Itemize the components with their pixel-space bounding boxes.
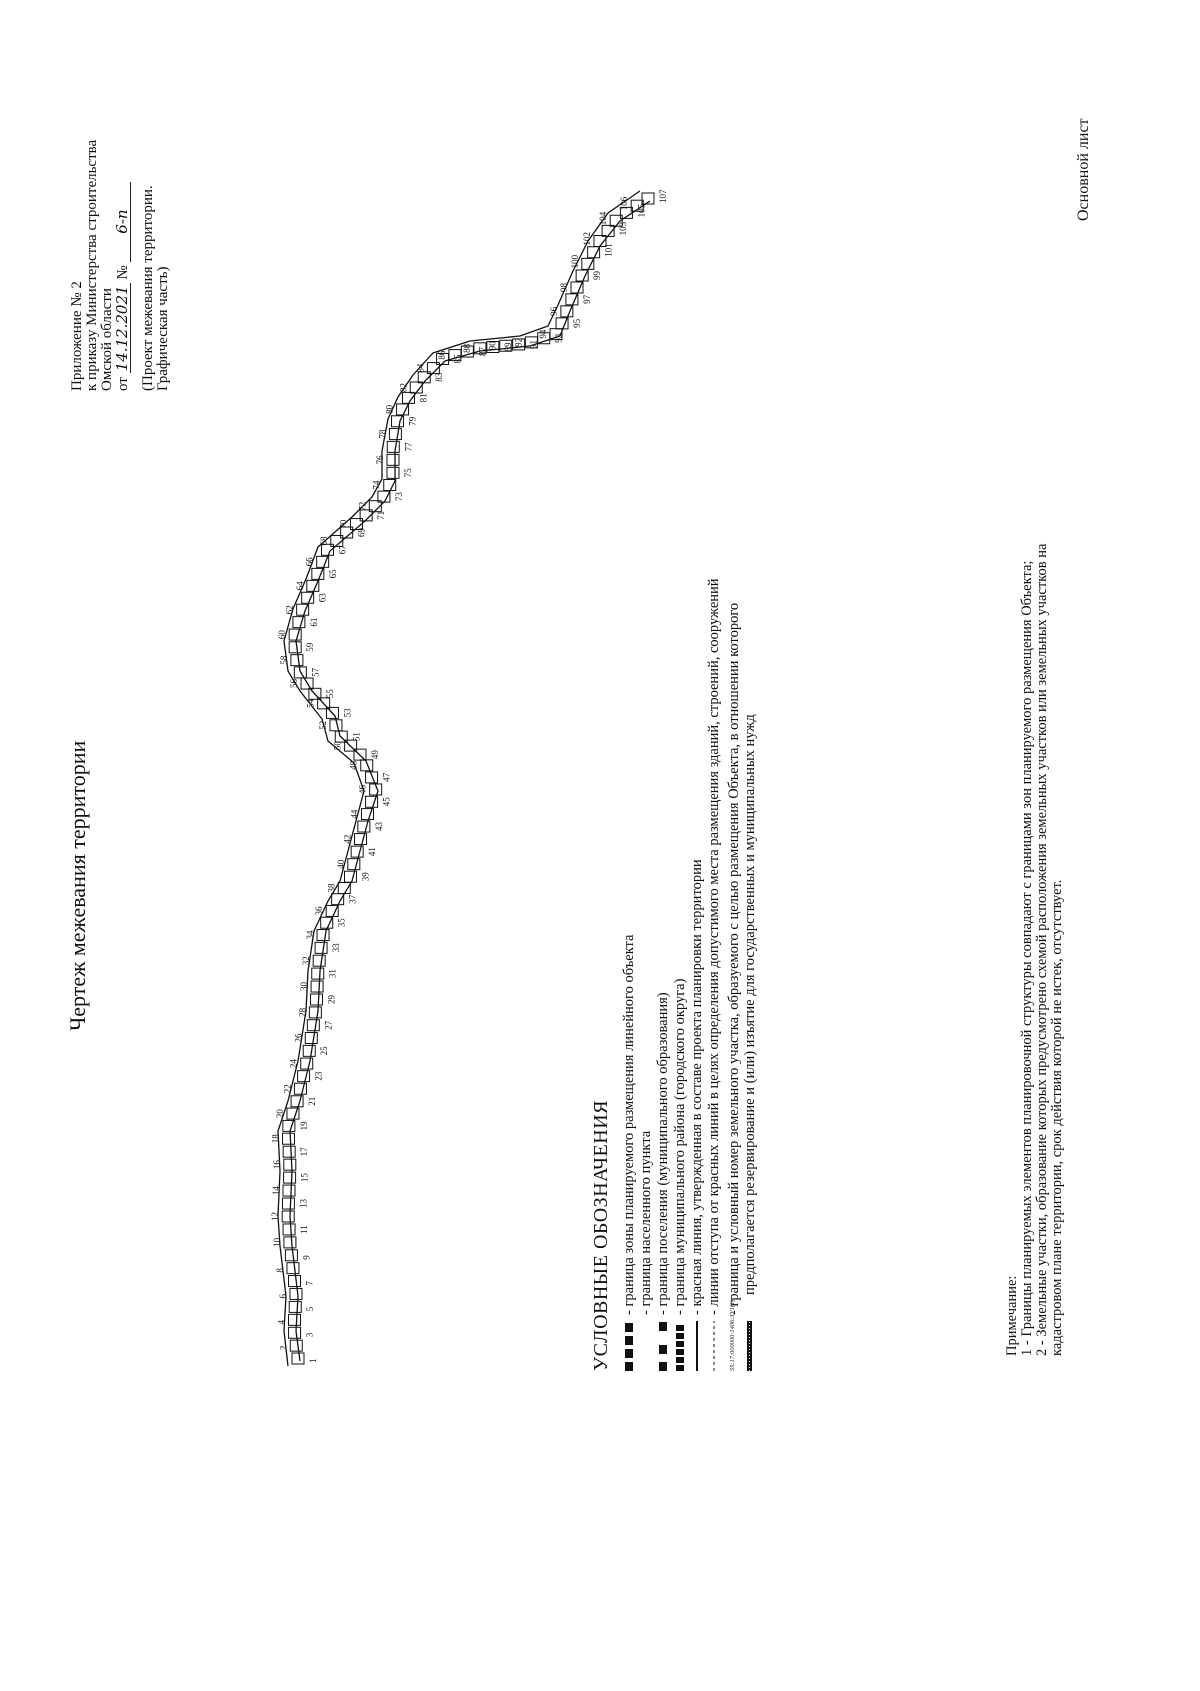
point-label: 47 — [381, 772, 392, 782]
point-box — [312, 968, 324, 979]
point-box — [287, 1263, 299, 1274]
point-label: 76 — [375, 455, 385, 465]
point-box — [397, 404, 409, 415]
point-box — [311, 981, 323, 992]
point-box — [284, 1172, 296, 1183]
legend-item-settlement — [637, 321, 654, 1371]
point-label: 57 — [310, 667, 321, 677]
page-title: Чертеж межевания территории — [65, 740, 90, 1031]
point-label: 3 — [304, 1332, 315, 1338]
point-box — [289, 1276, 301, 1287]
legend-item-parcel — [726, 321, 760, 1371]
point-label: 69 — [356, 528, 367, 538]
header-line2: к приказу Министерства строительства — [84, 139, 100, 391]
point-box — [283, 1224, 295, 1235]
point-label: 34 — [305, 930, 316, 940]
point-label: 77 — [403, 442, 414, 452]
number-value: 6-п — [115, 182, 131, 262]
point-box — [387, 467, 399, 478]
point-box — [321, 917, 333, 928]
header-line3: Омской области — [99, 288, 115, 391]
point-box — [588, 247, 600, 258]
point-label: 53 — [342, 708, 353, 718]
point-label: 2 — [278, 1345, 289, 1351]
point-box — [292, 1353, 304, 1364]
legend-symbol-dense-dash — [674, 1319, 686, 1371]
legend-symbol-hatched-parcel — [726, 1299, 758, 1371]
point-label: 59 — [305, 642, 316, 652]
point-label: 58 — [278, 655, 289, 665]
legend-text: - граница поселения (муниципального образования) — [654, 992, 671, 1315]
point-label: 35 — [336, 918, 347, 928]
point-label: 39 — [360, 872, 371, 882]
legend-list — [620, 321, 760, 1371]
point-label: 91 — [528, 339, 539, 349]
legend-text-2: предполагается резервирование и (или) изъятие для государственных и муниципальных нужд — [742, 714, 758, 1295]
point-label: 15 — [299, 1173, 310, 1183]
legend-heading: УСЛОВНЫЕ ОБОЗНАЧЕНИЯ — [590, 1100, 612, 1371]
point-label: 22 — [282, 1084, 293, 1094]
point-label: 16 — [271, 1160, 282, 1170]
legend-symbol-dashed-thick — [623, 1319, 635, 1371]
point-label: 1 — [308, 1358, 318, 1363]
point-label: 93 — [553, 333, 564, 343]
point-label: 48 — [348, 760, 359, 770]
point-label: 51 — [351, 732, 362, 742]
point-label: 64 — [294, 581, 305, 591]
point-box — [389, 429, 401, 440]
point-box — [283, 1185, 295, 1196]
point-label: 10 — [271, 1237, 282, 1247]
point-box — [282, 1198, 294, 1209]
point-label: 99 — [592, 271, 603, 281]
point-label: 9 — [301, 1255, 312, 1260]
note-block — [1005, 544, 1065, 1356]
legend-item-district — [671, 321, 688, 1371]
legend-text: - линии отступа от красных линий в целях определения допустимого места размещения зданий, строений, сооружений — [705, 578, 722, 1315]
point-label: 96 — [548, 306, 559, 316]
point-label: 66 — [304, 557, 315, 567]
point-label: 24 — [288, 1059, 299, 1069]
point-label: 20 — [274, 1109, 285, 1119]
legend-symbol-dash-gap — [657, 1319, 669, 1371]
point-box — [285, 1250, 297, 1261]
legend-item-zone — [620, 321, 637, 1371]
point-label: 30 — [299, 982, 310, 992]
point-label: 40 — [335, 859, 346, 869]
point-box — [313, 955, 325, 966]
point-label: 106 — [619, 196, 630, 211]
point-box — [289, 1301, 301, 1312]
point-label: 62 — [284, 605, 295, 615]
point-label: 75 — [403, 468, 413, 478]
point-label: 101 — [603, 243, 614, 257]
point-box — [290, 1288, 302, 1299]
point-label: 4 — [276, 1319, 287, 1325]
point-label: 103 — [618, 221, 629, 236]
point-label: 17 — [299, 1147, 310, 1157]
point-label: 13 — [298, 1199, 309, 1209]
point-label: 56 — [289, 679, 300, 689]
point-label: 8 — [274, 1268, 285, 1273]
header-line1: Приложение № 2 — [69, 281, 85, 391]
point-label: 79 — [407, 416, 418, 426]
point-label: 23 — [313, 1071, 324, 1081]
point-box — [309, 1007, 321, 1018]
point-box — [289, 1327, 301, 1338]
point-box — [332, 894, 344, 905]
point-label: 68 — [318, 536, 329, 546]
point-label: 100 — [569, 254, 580, 269]
legend-text: - граница муниципального района (городского округа) — [671, 978, 688, 1315]
note-line2: 2 - Земельные участки, образование которых предусмотрено схемой расположения земельных участков или земельных участков на — [1034, 543, 1050, 1356]
parcel-label: 55:17:000000:1406:ЗУ1(1) — [728, 1299, 736, 1371]
point-label: 54 — [305, 698, 316, 708]
point-box — [305, 1033, 317, 1044]
point-label: 46 — [357, 784, 368, 794]
point-label: 83 — [434, 372, 445, 382]
point-label: 36 — [314, 906, 325, 916]
point-label: 73 — [393, 492, 404, 502]
point-label: 14 — [271, 1186, 282, 1196]
point-label: 26 — [293, 1033, 304, 1043]
legend-symbol-solid-line — [691, 1319, 703, 1371]
point-label: 87 — [477, 347, 488, 357]
point-label: 27 — [323, 1020, 334, 1030]
note-line1: 1 - Границы планируемых элементов планировочной структуры совпадают с границами зон планируемого размещения Объекта; — [1019, 560, 1035, 1356]
point-label: 49 — [369, 750, 380, 760]
point-box — [289, 642, 301, 653]
point-label: 72 — [357, 501, 368, 511]
point-label: 71 — [376, 510, 387, 520]
point-label: 60 — [277, 630, 288, 640]
point-label: 97 — [581, 294, 592, 304]
point-label: 70 — [338, 519, 349, 529]
point-box — [387, 454, 399, 465]
point-box — [310, 994, 322, 1005]
point-label: 19 — [298, 1121, 309, 1131]
legend-parcel-text — [726, 603, 758, 1315]
point-label: 28 — [297, 1007, 308, 1017]
point-label: 43 — [373, 822, 384, 832]
point-box — [290, 1340, 302, 1351]
point-label: 92 — [513, 337, 524, 347]
point-box — [387, 441, 399, 452]
point-label: 61 — [308, 617, 319, 627]
point-label: 74 — [371, 480, 382, 490]
point-label: 86 — [436, 350, 447, 360]
point-label: 11 — [299, 1225, 310, 1234]
point-label: 45 — [381, 797, 392, 807]
point-label: 78 — [377, 429, 388, 439]
point-label: 94 — [538, 329, 549, 339]
point-label: 89 — [502, 342, 513, 352]
point-label: 12 — [270, 1211, 281, 1221]
point-label: 21 — [307, 1096, 318, 1106]
point-box — [291, 655, 303, 666]
point-label: 80 — [384, 404, 395, 414]
legend-text: - граница зоны планируемого размещения линейного объекта — [620, 934, 637, 1315]
point-label: 88 — [461, 343, 472, 353]
header-subtitle2: Графическая часть) — [155, 266, 171, 391]
point-label: 32 — [301, 956, 312, 966]
point-label: 102 — [581, 232, 592, 246]
point-box — [307, 1020, 319, 1031]
point-box — [315, 942, 327, 953]
point-label: 55 — [324, 689, 335, 699]
point-label: 63 — [317, 593, 328, 603]
point-label: 85 — [452, 354, 463, 364]
point-label: 105 — [636, 203, 647, 218]
point-label: 67 — [337, 545, 348, 555]
point-label: 82 — [398, 382, 409, 392]
point-label: 7 — [304, 1281, 315, 1286]
hatch-bar — [746, 1319, 754, 1371]
point-label: 5 — [305, 1306, 316, 1312]
point-label: 104 — [598, 211, 609, 226]
point-label: 18 — [270, 1134, 281, 1144]
point-label: 95 — [572, 318, 583, 328]
point-box — [326, 905, 338, 916]
point-label: 84 — [415, 363, 426, 373]
legend-symbol-thin-dash — [708, 1319, 720, 1371]
point-box — [283, 1133, 295, 1144]
point-box — [284, 1159, 296, 1170]
date-prefix: от — [115, 377, 131, 391]
zone-boundary-inner — [278, 191, 640, 1366]
sheet-label: Основной лист — [1075, 118, 1092, 221]
point-label: 6 — [277, 1293, 288, 1299]
point-box — [582, 258, 594, 269]
point-box — [282, 1211, 294, 1222]
point-box — [576, 270, 588, 281]
point-label: 107 — [658, 189, 668, 203]
note-heading: Примечание: — [1004, 1275, 1020, 1356]
point-box — [284, 1237, 296, 1248]
note-line3: кадастровом плане территории, срок действия которой не истек, отсутствует. — [1049, 879, 1065, 1356]
point-box — [384, 480, 396, 491]
legend-text: - граница и условный номер земельного участка, образуемого с целью размещения Объекта, в отношении которого — [726, 602, 742, 1315]
point-label: 25 — [319, 1046, 330, 1056]
legend-text: - граница населенного пункта — [637, 1130, 654, 1315]
point-label: 41 — [367, 847, 378, 857]
point-label: 38 — [326, 883, 337, 893]
point-box — [317, 930, 329, 941]
point-label: 33 — [331, 943, 342, 953]
point-label: 81 — [418, 393, 429, 403]
header-subtitle1: (Проект межевания территории. — [140, 185, 156, 391]
point-label: 29 — [326, 994, 337, 1004]
legend-text: - красная линия, утвержденная в составе проекта планировки территории — [688, 859, 705, 1315]
point-label: 90 — [487, 341, 498, 351]
point-label: 44 — [349, 809, 360, 819]
point-box — [303, 1045, 315, 1056]
point-label: 52 — [317, 720, 328, 730]
point-label: 65 — [327, 569, 338, 579]
point-label: 31 — [327, 969, 338, 979]
point-label: 50 — [332, 741, 343, 751]
point-box — [301, 1058, 313, 1069]
legend-item-red-line — [688, 321, 705, 1371]
point-box — [288, 1314, 300, 1325]
point-label: 98 — [559, 282, 570, 292]
legend-item-municipal — [654, 321, 671, 1371]
date-value: 14.12.2021 — [115, 283, 131, 373]
point-label: 42 — [342, 834, 353, 844]
legend-item-setback — [705, 321, 722, 1371]
number-prefix: № — [115, 265, 131, 280]
point-box — [283, 1146, 295, 1157]
point-label: 37 — [347, 894, 358, 904]
